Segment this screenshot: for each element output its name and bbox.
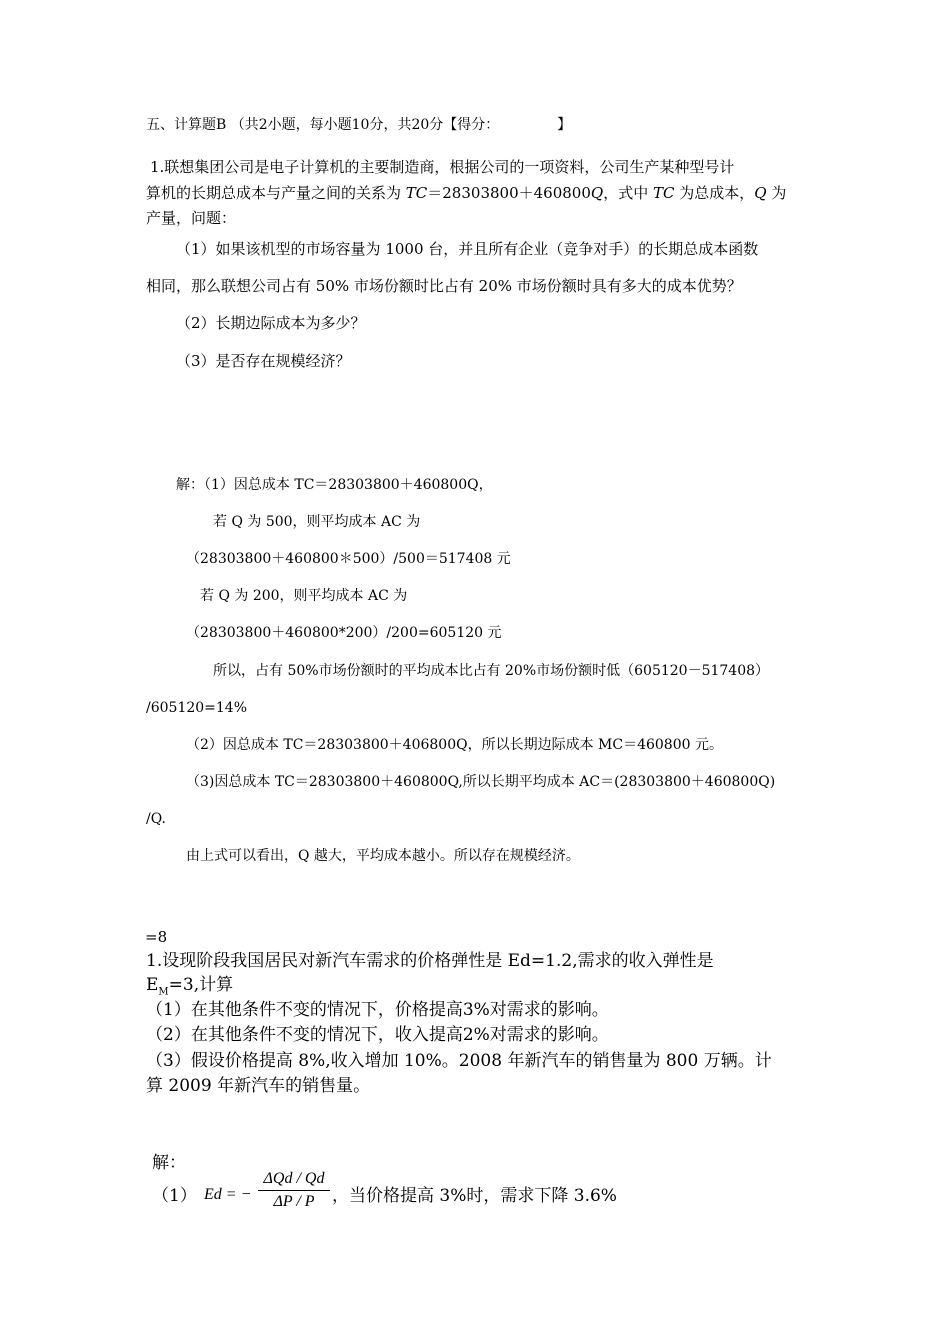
sol1-line4: 若 Q 为 200，则平均成本 AC 为 xyxy=(200,588,408,604)
sol1-line11: 由上式可以看出，Q 越大，平均成本越小。所以存在规模经济。 xyxy=(186,848,580,864)
sol1-line6: 所以，占有 50%市场份额时的平均成本比占有 20%市场份额时低（605120－517408） xyxy=(213,663,770,679)
sol1-line8: （2）因总成本 TC＝28303800＋406800Q，所以长期边际成本 MC＝460800 元。 xyxy=(186,737,723,753)
sol1-line5: （28303800＋460800*200）/200=605120 元 xyxy=(186,625,502,641)
q1-line-3: 产量，问题： xyxy=(146,209,237,227)
equals-eight: =8 xyxy=(145,928,168,946)
score-bracket: 】 xyxy=(557,117,572,133)
sol2-result: ，当价格提高 3%时，需求下降 3.6% xyxy=(332,1186,617,1206)
sol2-label: 解： xyxy=(152,1153,186,1173)
elasticity-fraction xyxy=(258,1170,330,1211)
q1-sub2: （2）长期边际成本为多少？ xyxy=(176,314,366,332)
sol1-line10: /Q. xyxy=(146,811,166,827)
q2-line-2: $E_M=3$,计算 xyxy=(146,975,234,998)
q2-sub3-line2: 算 2009 年新汽车的销售量。 xyxy=(146,1076,371,1096)
section-header xyxy=(146,117,571,134)
q1-sub1-line2: 相同，那么联想公司占有 50% 市场份额时比占有 20% 市场份额时具有多大的成本优势？ xyxy=(146,277,742,295)
q2-sub2: （2）在其他条件不变的情况下，收入提高2%对需求的影响。 xyxy=(146,1025,609,1045)
sol1-line2: 若 Q 为 500，则平均成本 AC 为 xyxy=(213,514,421,530)
sol2-prefix: （1） xyxy=(152,1186,197,1206)
sol1-line1: 解：（1）因总成本 TC＝28303800＋460800Q， xyxy=(176,477,493,493)
fraction-denominator: ΔP / P xyxy=(273,1193,315,1210)
sol1-line3: （28303800＋460800＊500）/500＝517408 元 xyxy=(186,551,511,567)
q1-sub3: （3）是否存在规模经济？ xyxy=(176,352,351,370)
q1-sub1-line1: （1）如果该机型的市场容量为 1000 台，并且所有企业（竞争对手）的长期总成本函数 xyxy=(176,240,759,258)
q1-line-2: 算机的长期总成本与产量之间的关系为 TC＝28303800＋460800Q，式中 TC 为总成本，Q 为 xyxy=(146,184,787,202)
fraction-numerator: ΔQd / Qd xyxy=(258,1170,330,1191)
q2-sub1: （1）在其他条件不变的情况下，价格提高3%对需求的影响。 xyxy=(146,1000,609,1020)
q1-line-1: 1.联想集团公司是电子计算机的主要制造商，根据公司的一项资料，公司生产某种型号计 xyxy=(150,158,735,176)
sol1-line7: /605120=14% xyxy=(146,700,248,716)
ed-formula-lhs: Ed = − xyxy=(204,1186,252,1203)
sol1-line9: （3)因总成本 TC＝28303800＋460800Q,所以长期平均成本 AC＝(28303800＋460800Q) xyxy=(186,774,776,790)
section-header-text: 五、计算题B （共2小题，每小题10分，共20分【得分： xyxy=(146,117,500,133)
q2-line-1: 1.设现阶段我国居民对新汽车需求的价格弹性是 Ed=1.2,需求的收入弹性是 xyxy=(146,951,714,971)
q2-sub3-line1: （3）假设价格提高 8%,收入增加 10%。2008 年新汽车的销售量为 800 万辆。计 xyxy=(146,1051,772,1071)
